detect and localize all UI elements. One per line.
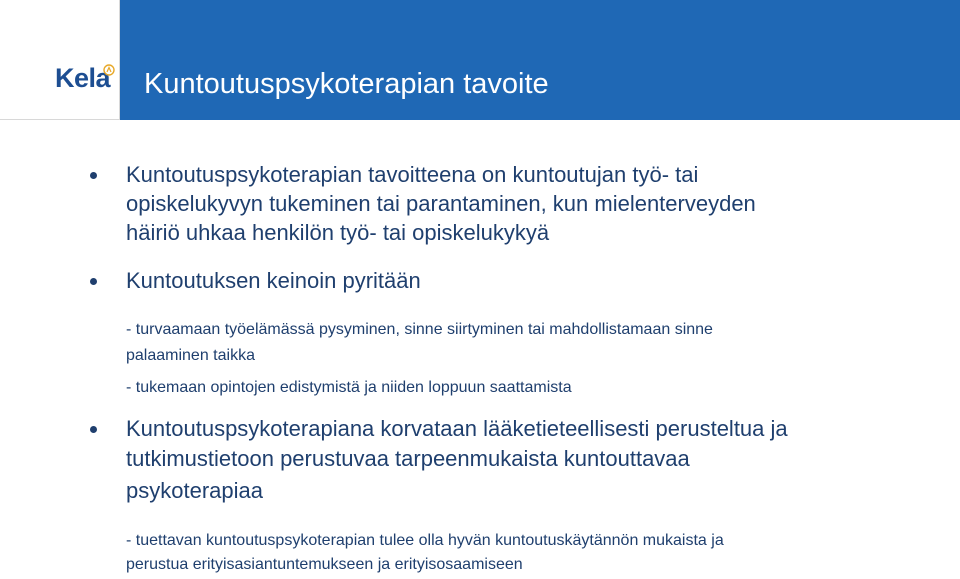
- sub-item-1-line-1: - turvaamaan työelämässä pysyminen, sinne siirtyminen tai mahdollistamaan sinne: [126, 321, 713, 338]
- bullet-1-line-1: Kuntoutuspsykoterapian tavoitteena on kuntoutujan työ- tai: [126, 162, 699, 187]
- sub-item-3-line-1: - tuettavan kuntoutuspsykoterapian tulee olla hyvän kuntoutuskäytännön mukaista ja: [126, 532, 724, 549]
- bullet-3-line-1: Kuntoutuspsykoterapiana korvataan lääketieteellisesti perusteltua ja: [126, 416, 788, 441]
- page-title: Kuntoutuspsykoterapian tavoite: [144, 68, 549, 100]
- sub-item-3-line-2: perustua erityisasiantuntemukseen ja erityisosaamiseen: [126, 556, 523, 573]
- bullet-dot-icon: [90, 172, 97, 179]
- bullet-dot-icon: [90, 426, 97, 433]
- bullet-2: Kuntoutuksen keinoin pyritään: [126, 268, 421, 293]
- sub-item-2: - tukemaan opintojen edistymistä ja niiden loppuun saattamista: [126, 379, 572, 396]
- bullet-3-line-3: psykoterapiaa: [126, 478, 263, 503]
- bullet-3-line-2: tutkimustietoon perustuvaa tarpeenmukaista kuntouttavaa: [126, 446, 690, 471]
- bullet-dot-icon: [90, 278, 97, 285]
- bullet-1-line-3: häiriö uhkaa henkilön työ- tai opiskelukykyä: [126, 220, 550, 245]
- kela-logo: Kela: [55, 63, 111, 93]
- sub-item-1-line-2: palaaminen taikka: [126, 347, 255, 364]
- bullet-1-line-2: opiskelukyvyn tukeminen tai parantaminen, kun mielenterveyden: [126, 191, 756, 216]
